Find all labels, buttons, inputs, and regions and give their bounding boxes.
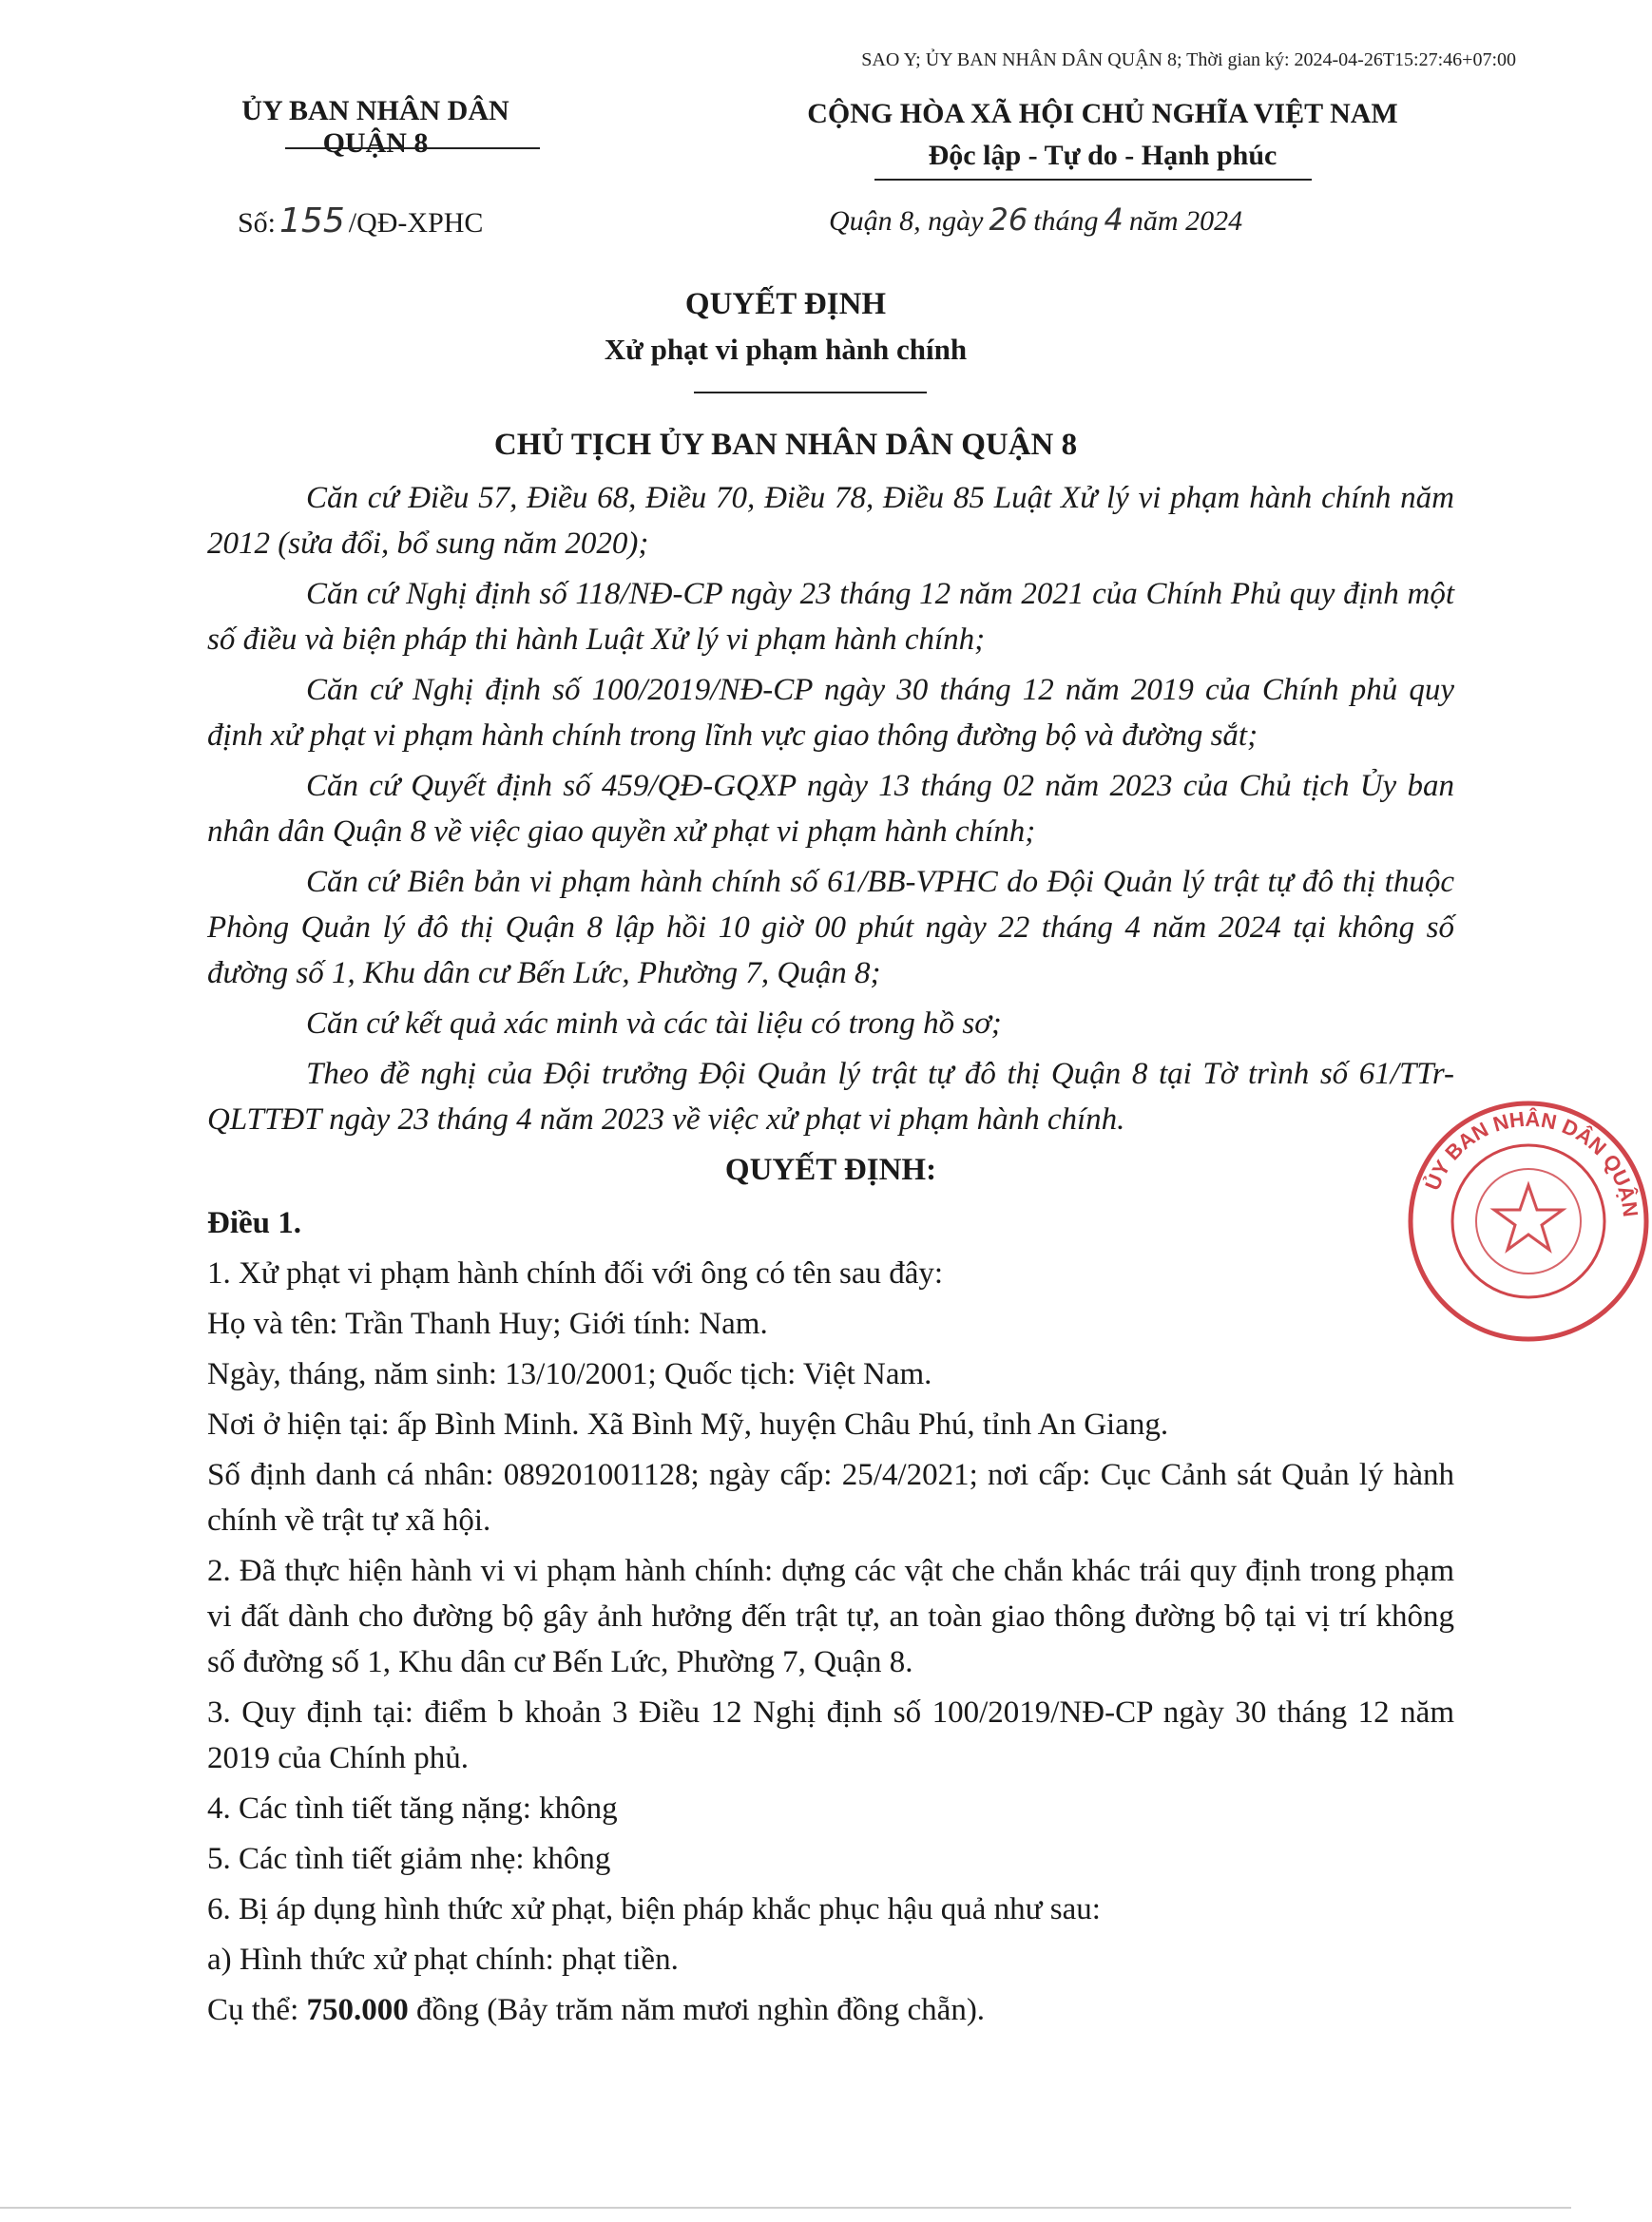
- fine-prefix: Cụ thể:: [207, 1993, 307, 2027]
- number-suffix: /QĐ-XPHC: [348, 207, 484, 239]
- article-1-heading: Điều 1.: [207, 1206, 301, 1240]
- motto-underline: [874, 179, 1312, 181]
- article-1-item: 3. Quy định tại: điểm b khoản 3 Điều 12 Nghị định số 100/2019/NĐ-CP ngày 30 tháng 12 năm 2019 của Chính phủ.: [207, 1695, 1454, 1775]
- article-1-item: 6. Bị áp dụng hình thức xử phạt, biện pháp khắc phục hậu quả như sau:: [207, 1892, 1101, 1926]
- decision-heading: QUYẾT ĐỊNH:: [724, 1153, 937, 1187]
- national-motto: Độc lập - Tự do - Hạnh phúc: [928, 140, 1277, 171]
- title-underline: [694, 392, 927, 393]
- article-1-item: 2. Đã thực hiện hành vi vi phạm hành chính: dựng các vật che chắn khác trái quy định trong phạm vi đất dành cho đường bộ gây ảnh hưởng đến trật tự, an toàn giao thông đường bộ tại vị trí không số đường số 1, Khu dân cư Bến Lức, Phường 7, Quận 8.: [207, 1554, 1454, 1679]
- fine-amount: 750.000: [306, 1993, 409, 2027]
- number-prefix: Số:: [238, 207, 277, 239]
- article-1-item: 1. Xử phạt vi phạm hành chính đối với ông có tên sau đây:: [207, 1256, 944, 1291]
- agency-underline: [285, 147, 540, 149]
- article-1-item: 5. Các tình tiết giảm nhẹ: không: [207, 1842, 611, 1876]
- article-1-item: a) Hình thức xử phạt chính: phạt tiền.: [207, 1943, 679, 1977]
- official-seal: [1405, 1098, 1652, 1345]
- legal-basis: Căn cứ Biên bản vi phạm hành chính số 61/BB-VPHC do Đội Quản lý trật tự đô thị thuộc Phòng Quản lý đô thị Quận 8 lập hồi 10 giờ 00 phút ngày 22 tháng 4 năm 2024 tại không số đường số 1, Khu dân cư Bến Lức, Phường 7, Quận 8;: [207, 865, 1454, 990]
- handwritten-month: 4: [1104, 201, 1124, 238]
- national-header: [732, 93, 1473, 177]
- article-1-item: Họ và tên: Trần Thanh Huy; Giới tính: Nam.: [207, 1307, 768, 1341]
- handwritten-day: 26: [989, 201, 1028, 238]
- article-1-item: Số định danh cá nhân: 089201001128; ngày cấp: 25/4/2021; nơi cấp: Cục Cảnh sát Quản lý hành chính về trật tự xã hội.: [207, 1458, 1454, 1538]
- legal-basis: Căn cứ Quyết định số 459/QĐ-GQXP ngày 13 tháng 02 năm 2023 của Chủ tịch Ủy ban nhân dân Quận 8 về việc giao quyền xử phạt vi phạm hành chính;: [207, 769, 1454, 849]
- date-text-1: Quận 8, ngày: [829, 205, 984, 237]
- scan-edge-line: [0, 2207, 1571, 2209]
- country-name: CỘNG HÒA XÃ HỘI CHỦ NGHĨA VIỆT NAM: [807, 98, 1398, 129]
- date-text-3: năm 2024: [1128, 205, 1243, 237]
- digital-signature-info: SAO Y; ỦY BAN NHÂN DÂN QUẬN 8; Thời gian ký: 2024-04-26T15:27:46+07:00: [861, 49, 1516, 70]
- issuing-authority: CHỦ TỊCH ỦY BAN NHÂN DÂN QUẬN 8: [493, 428, 1078, 462]
- document-body: [207, 475, 1454, 2038]
- article-1-item: Nơi ở hiện tại: ấp Bình Minh. Xã Bình Mỹ, huyện Châu Phú, tỉnh An Giang.: [207, 1408, 1169, 1442]
- legal-basis: Căn cứ Điều 57, Điều 68, Điều 70, Điều 78, Điều 85 Luật Xử lý vi phạm hành chính năm 2012 (sửa đổi, bổ sung năm 2020);: [207, 481, 1454, 561]
- legal-basis: Căn cứ kết quả xác minh và các tài liệu có trong hồ sơ;: [306, 1006, 1002, 1041]
- article-1-item: 4. Các tình tiết tăng nặng: không: [207, 1791, 618, 1826]
- article-1-item: Ngày, tháng, năm sinh: 13/10/2001; Quốc tịch: Việt Nam.: [207, 1357, 932, 1391]
- date-text-2: tháng: [1033, 205, 1099, 237]
- seal-text: ỦY BAN NHÂN DÂN QUẬN: [1420, 1106, 1643, 1218]
- handwritten-number: 155: [279, 201, 345, 240]
- fine-amount-line: [207, 1987, 1454, 2033]
- fine-suffix: đồng (Bảy trăm năm mươi nghìn đồng chẵn).: [408, 1993, 986, 2027]
- document-subtitle: Xử phạt vi phạm hành chính: [604, 333, 968, 366]
- legal-basis: Theo đề nghị của Đội trưởng Đội Quản lý trật tự đô thị Quận 8 tại Tờ trình số 61/TTr-QLTTĐT ngày 23 tháng 4 năm 2023 về việc xử phạt vi phạm hành chính.: [207, 1057, 1454, 1137]
- document-title: QUYẾT ĐỊNH: [684, 287, 887, 321]
- legal-basis: Căn cứ Nghị định số 100/2019/NĐ-CP ngày 30 tháng 12 năm 2019 của Chính phủ quy định xử phạt vi phạm hành chính trong lĩnh vực giao thông đường bộ và đường sắt;: [207, 673, 1454, 753]
- issuing-agency: ỦY BAN NHÂN DÂN QUẬN 8: [241, 95, 509, 159]
- legal-basis: Căn cứ Nghị định số 118/NĐ-CP ngày 23 tháng 12 năm 2021 của Chính Phủ quy định một số điều và biện pháp thi hành Luật Xử lý vi phạm hành chính;: [207, 577, 1454, 657]
- document-number: [238, 201, 483, 240]
- document-date: [829, 201, 1242, 238]
